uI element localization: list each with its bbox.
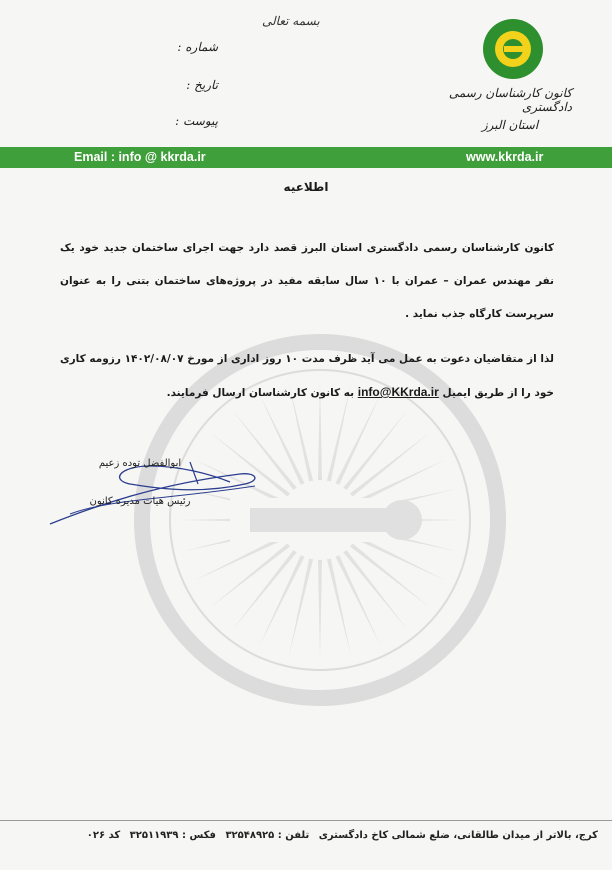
paragraph-2-text-end: به کانون کارشناسان ارسال فرمایند. (166, 387, 355, 399)
organization-logo (482, 18, 544, 80)
document-title: اطلاعیه (283, 180, 329, 194)
paragraph-2-text-start: لذا از متقاضیان دعوت به عمل می آید ظرف مدت ۱۰ روز اداری از مورخ ۱۴۰۲/۰۸/۰۷ رزومه کاری خود را از طریق ایمیل (60, 353, 554, 399)
number-label: شماره : (177, 40, 218, 54)
footer-fax: فکس : ۳۲۵۱۱۹۳۹ (129, 830, 216, 841)
band-website[interactable]: www.kkrda.ir (466, 150, 544, 164)
footer-contact (14, 830, 598, 841)
footer-address: کرج، بالاتر از میدان طالقانی، ضلع شمالی کاخ دادگستری (318, 830, 598, 841)
announcement-paragraph-1: کانون کارشناسان رسمی دادگستری استان البرز قصد دارد جهت اجرای ساختمان جدید خود یک نفر مهندس عمران – عمران با ۱۰ سال سابقه مفید در پروژه‌های ساختمان بتنی را به عنوان سرپرست کارگاه جذب نماید . (60, 242, 554, 320)
contact-email-link[interactable]: info@KKrda.ir (357, 385, 439, 399)
announcement-paragraph-2 (60, 343, 554, 410)
band-email[interactable]: Email : info @ kkrda.ir (74, 150, 206, 164)
signer-name: ابوالفضل توده زعیم (98, 458, 182, 469)
organization-name: کانون کارشناسان رسمی دادگستری (448, 86, 572, 114)
watermark-ray (327, 559, 351, 657)
bismillah-heading: بسمه تعالی (262, 14, 320, 28)
watermark-ray (289, 559, 313, 657)
attachment-label: پیوست : (175, 114, 218, 128)
organization-province: استان البرز (481, 118, 539, 132)
footer-code: کد ۰۲۶ (86, 830, 121, 841)
footer-phone: تلفن : ۳۲۵۴۸۹۲۵ (225, 830, 310, 841)
footer-divider (0, 820, 612, 821)
signer-title: رئیس هیات مدیره کانون (89, 496, 191, 507)
watermark-ray (318, 560, 322, 660)
date-label: تاریخ : (186, 78, 218, 92)
